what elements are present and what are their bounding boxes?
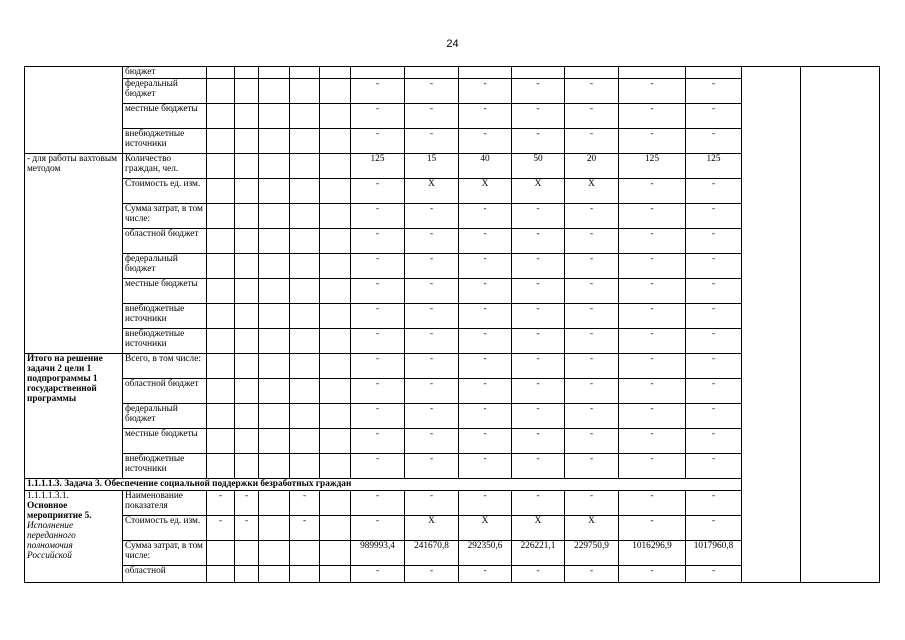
aux-cell (290, 354, 320, 379)
value-cell: Х (512, 516, 565, 541)
aux-cell (259, 566, 290, 583)
value-cell: - (512, 379, 565, 404)
aux-cell (235, 154, 259, 179)
value-cell: - (512, 204, 565, 229)
value-cell: - (619, 79, 686, 104)
value-cell: - (459, 404, 512, 429)
value-cell: - (686, 516, 742, 541)
row-label: бюджет (123, 67, 207, 79)
aux-cell (259, 154, 290, 179)
value-cell (619, 67, 686, 79)
value-cell: - (351, 379, 405, 404)
value-cell: - (405, 229, 459, 254)
value-cell: - (686, 454, 742, 479)
row-label: местные бюджеты (123, 279, 207, 304)
aux-cell (259, 279, 290, 304)
value-cell (459, 67, 512, 79)
value-cell: Х (405, 516, 459, 541)
value-cell: - (686, 379, 742, 404)
total-title-cell: Итого на решение задачи 2 цели 1 подпрограммы 1 государственной программы (25, 354, 123, 479)
value-cell: - (459, 566, 512, 583)
value-cell: Х (459, 516, 512, 541)
value-cell: 40 (459, 154, 512, 179)
aux-cell (290, 129, 320, 154)
table-row (25, 479, 880, 491)
value-cell: 15 (405, 154, 459, 179)
value-cell: - (565, 254, 619, 279)
value-cell: Х (459, 179, 512, 204)
value-cell: - (351, 566, 405, 583)
aux-cell (259, 254, 290, 279)
row-label: областной бюджет (123, 379, 207, 404)
aux-cell (207, 104, 235, 129)
aux-cell (290, 79, 320, 104)
value-cell: - (512, 79, 565, 104)
aux-cell (235, 454, 259, 479)
value-cell: 125 (686, 154, 742, 179)
aux-cell (207, 229, 235, 254)
value-cell (512, 67, 565, 79)
value-cell: - (686, 566, 742, 583)
aux-cell (235, 129, 259, 154)
value-cell: - (686, 491, 742, 516)
row-label: внебюджетные источники (123, 454, 207, 479)
aux-cell (235, 229, 259, 254)
aux-cell (320, 79, 351, 104)
value-cell: - (619, 104, 686, 129)
aux-cell (320, 329, 351, 354)
budget-table (24, 66, 880, 583)
value-cell: - (405, 379, 459, 404)
row-label: Всего, в том числе: (123, 354, 207, 379)
value-cell: - (459, 429, 512, 454)
value-cell: - (512, 354, 565, 379)
aux-cell (320, 129, 351, 154)
row-label: областной бюджет (123, 229, 207, 254)
aux-cell (207, 279, 235, 304)
aux-cell (207, 429, 235, 454)
row-label: местные бюджеты (123, 104, 207, 129)
value-cell: - (405, 454, 459, 479)
row-label: Сумма затрат, в том числе: (123, 204, 207, 229)
value-cell: - (351, 104, 405, 129)
value-cell: - (565, 79, 619, 104)
aux-cell (320, 304, 351, 329)
value-cell: - (686, 254, 742, 279)
aux-cell (259, 354, 290, 379)
value-cell: - (565, 379, 619, 404)
value-cell: - (459, 379, 512, 404)
aux-cell (235, 204, 259, 229)
aux-cell (320, 67, 351, 79)
aux-cell (320, 566, 351, 583)
event-title: Основное мероприятие 5. (27, 501, 92, 521)
value-cell: 125 (619, 154, 686, 179)
value-cell: - (512, 491, 565, 516)
value-cell: - (565, 279, 619, 304)
row-label: внебюджетные источники (123, 329, 207, 354)
table-row (25, 67, 880, 79)
aux-cell (259, 79, 290, 104)
aux-cell (259, 404, 290, 429)
value-cell: - (619, 491, 686, 516)
value-cell: - (686, 79, 742, 104)
row-label: федеральный бюджет (123, 254, 207, 279)
value-cell: - (512, 329, 565, 354)
value-cell: - (619, 516, 686, 541)
value-cell: - (512, 229, 565, 254)
value-cell: - (619, 566, 686, 583)
value-cell: - (512, 454, 565, 479)
aux-cell (320, 104, 351, 129)
value-cell: - (686, 429, 742, 454)
value-cell: - (512, 129, 565, 154)
value-cell: - (351, 404, 405, 429)
aux-cell (207, 354, 235, 379)
aux-cell (320, 279, 351, 304)
value-cell: - (405, 304, 459, 329)
value-cell: - (686, 179, 742, 204)
value-cell: - (565, 404, 619, 429)
value-cell: - (619, 429, 686, 454)
aux-cell (320, 204, 351, 229)
value-cell: - (565, 204, 619, 229)
value-cell: - (686, 354, 742, 379)
aux-cell (320, 491, 351, 516)
aux-cell (207, 79, 235, 104)
value-cell: - (405, 204, 459, 229)
aux-cell (290, 329, 320, 354)
executor-cell (742, 67, 801, 583)
value-cell: - (351, 204, 405, 229)
aux-cell (320, 379, 351, 404)
aux-cell (290, 229, 320, 254)
value-cell: 292350,6 (459, 541, 512, 566)
value-cell: - (512, 279, 565, 304)
aux-cell (235, 404, 259, 429)
aux-cell (320, 454, 351, 479)
aux-cell (207, 129, 235, 154)
value-cell: - (565, 454, 619, 479)
aux-cell (259, 491, 290, 516)
event-description: Исполнение переданного полномочия Российской (27, 521, 76, 561)
value-cell: - (686, 204, 742, 229)
aux-cell (235, 179, 259, 204)
value-cell: - (351, 354, 405, 379)
aux-cell: - (290, 516, 320, 541)
aux-cell (235, 354, 259, 379)
value-cell: - (619, 404, 686, 429)
aux-cell (207, 154, 235, 179)
value-cell: - (459, 104, 512, 129)
value-cell: - (459, 79, 512, 104)
row-label: Стоимость ед. изм. (123, 179, 207, 204)
aux-cell: - (290, 491, 320, 516)
aux-cell (290, 429, 320, 454)
aux-cell (259, 454, 290, 479)
value-cell: - (686, 304, 742, 329)
aux-cell (320, 229, 351, 254)
aux-cell (259, 379, 290, 404)
aux-cell (259, 516, 290, 541)
value-cell: - (405, 354, 459, 379)
aux-cell (235, 379, 259, 404)
value-cell: 241670,8 (405, 541, 459, 566)
value-cell: - (351, 279, 405, 304)
value-cell (351, 67, 405, 79)
value-cell: - (619, 454, 686, 479)
value-cell: - (565, 329, 619, 354)
value-cell: - (686, 404, 742, 429)
aux-cell (207, 404, 235, 429)
event-code: 1.1.1.1.3.1. (27, 491, 69, 501)
aux-cell (207, 204, 235, 229)
value-cell: - (405, 429, 459, 454)
value-cell (565, 67, 619, 79)
value-cell: - (351, 254, 405, 279)
value-cell: 1017960,8 (686, 541, 742, 566)
aux-cell: - (235, 516, 259, 541)
value-cell: - (405, 104, 459, 129)
value-cell: Х (512, 179, 565, 204)
aux-cell (320, 254, 351, 279)
aux-cell (320, 404, 351, 429)
aux-cell (235, 104, 259, 129)
aux-cell (290, 254, 320, 279)
row-label: федеральный бюджет (123, 79, 207, 104)
value-cell: - (686, 229, 742, 254)
value-cell: - (405, 404, 459, 429)
row-label: внебюджетные источники (123, 129, 207, 154)
row-label: внебюджетные источники (123, 304, 207, 329)
aux-cell (207, 67, 235, 79)
aux-cell (320, 154, 351, 179)
aux-cell (290, 404, 320, 429)
value-cell: Х (405, 179, 459, 204)
value-cell: - (565, 104, 619, 129)
aux-cell (290, 104, 320, 129)
value-cell: - (351, 79, 405, 104)
row-label: Количество граждан, чел. (123, 154, 207, 179)
value-cell: - (351, 329, 405, 354)
value-cell: - (351, 179, 405, 204)
aux-cell: - (207, 516, 235, 541)
value-cell: - (512, 304, 565, 329)
value-cell (686, 67, 742, 79)
value-cell: - (405, 79, 459, 104)
aux-cell (235, 254, 259, 279)
aux-cell: - (235, 491, 259, 516)
aux-cell (259, 541, 290, 566)
value-cell: Х (565, 179, 619, 204)
aux-cell (235, 67, 259, 79)
row-label: Стоимость ед. изм. (123, 516, 207, 541)
value-cell: - (512, 566, 565, 583)
aux-cell (235, 304, 259, 329)
row-label: областной (123, 566, 207, 583)
value-cell: - (686, 329, 742, 354)
row-label: федеральный бюджет (123, 404, 207, 429)
value-cell: - (351, 304, 405, 329)
value-cell: - (565, 354, 619, 379)
value-cell: - (565, 429, 619, 454)
value-cell: - (619, 179, 686, 204)
value-cell: - (619, 354, 686, 379)
value-cell: - (459, 204, 512, 229)
aux-cell (259, 104, 290, 129)
aux-cell (290, 67, 320, 79)
aux-cell (320, 516, 351, 541)
aux-cell (235, 329, 259, 354)
aux-cell (320, 179, 351, 204)
value-cell: 229750,9 (565, 541, 619, 566)
aux-cell (207, 454, 235, 479)
value-cell: - (512, 104, 565, 129)
aux-cell (207, 254, 235, 279)
value-cell: - (459, 304, 512, 329)
event-name-cell: - для работы вахтовым методом (25, 154, 123, 354)
value-cell: - (619, 279, 686, 304)
value-cell: - (459, 329, 512, 354)
value-cell: - (405, 329, 459, 354)
aux-cell (259, 179, 290, 204)
value-cell: - (686, 279, 742, 304)
value-cell: - (405, 279, 459, 304)
aux-cell (290, 204, 320, 229)
aux-cell (290, 179, 320, 204)
value-cell: - (405, 254, 459, 279)
aux-cell (259, 129, 290, 154)
aux-cell (235, 566, 259, 583)
value-cell: - (619, 254, 686, 279)
main-event-cell (25, 491, 123, 583)
aux-cell (259, 429, 290, 454)
value-cell: - (351, 129, 405, 154)
value-cell: 1016296,9 (619, 541, 686, 566)
value-cell: - (619, 204, 686, 229)
aux-cell (207, 179, 235, 204)
value-cell: - (459, 254, 512, 279)
aux-cell (207, 379, 235, 404)
aux-cell (290, 279, 320, 304)
aux-cell (290, 304, 320, 329)
value-cell: - (459, 354, 512, 379)
aux-cell (320, 429, 351, 454)
value-cell: - (565, 229, 619, 254)
value-cell: - (459, 279, 512, 304)
value-cell (405, 67, 459, 79)
value-cell: - (405, 491, 459, 516)
value-cell: 989993,4 (351, 541, 405, 566)
aux-cell (259, 204, 290, 229)
value-cell: - (512, 254, 565, 279)
value-cell: - (565, 304, 619, 329)
event-name-cell (25, 67, 123, 154)
row-label: Наименование показателя (123, 491, 207, 516)
value-cell: - (686, 104, 742, 129)
value-cell: - (619, 229, 686, 254)
aux-cell: - (207, 491, 235, 516)
aux-cell (320, 354, 351, 379)
aux-cell (259, 67, 290, 79)
value-cell: 20 (565, 154, 619, 179)
value-cell: 125 (351, 154, 405, 179)
aux-cell (290, 541, 320, 566)
value-cell: - (619, 329, 686, 354)
value-cell: - (459, 129, 512, 154)
page-number: 24 (446, 38, 459, 50)
aux-cell (207, 329, 235, 354)
aux-cell (207, 304, 235, 329)
value-cell: - (686, 129, 742, 154)
value-cell: - (351, 491, 405, 516)
value-cell: - (459, 491, 512, 516)
row-label: местные бюджеты (123, 429, 207, 454)
aux-cell (290, 566, 320, 583)
aux-cell (259, 304, 290, 329)
aux-cell (320, 541, 351, 566)
value-cell: - (619, 129, 686, 154)
value-cell: - (405, 129, 459, 154)
aux-cell (235, 79, 259, 104)
value-cell: - (351, 429, 405, 454)
aux-cell (259, 329, 290, 354)
value-cell: - (619, 379, 686, 404)
aux-cell (290, 154, 320, 179)
value-cell: - (351, 229, 405, 254)
value-cell: - (351, 516, 405, 541)
aux-cell (259, 229, 290, 254)
value-cell: - (565, 566, 619, 583)
indicator-cell (801, 67, 880, 583)
aux-cell (290, 379, 320, 404)
aux-cell (290, 454, 320, 479)
value-cell: - (512, 404, 565, 429)
value-cell: - (565, 491, 619, 516)
section-heading: 1.1.1.1.3. Задача 3. Обеспечение социальной поддержки безработных граждан (25, 479, 880, 491)
value-cell: - (351, 454, 405, 479)
aux-cell (235, 279, 259, 304)
value-cell: - (619, 304, 686, 329)
value-cell: - (512, 429, 565, 454)
value-cell: - (405, 566, 459, 583)
value-cell: - (459, 454, 512, 479)
aux-cell (207, 566, 235, 583)
value-cell: Х (565, 516, 619, 541)
value-cell: 50 (512, 154, 565, 179)
aux-cell (207, 541, 235, 566)
value-cell: - (565, 129, 619, 154)
aux-cell (235, 429, 259, 454)
value-cell: - (459, 229, 512, 254)
aux-cell (235, 541, 259, 566)
row-label: Сумма затрат, в том числе: (123, 541, 207, 566)
value-cell: 226221,1 (512, 541, 565, 566)
